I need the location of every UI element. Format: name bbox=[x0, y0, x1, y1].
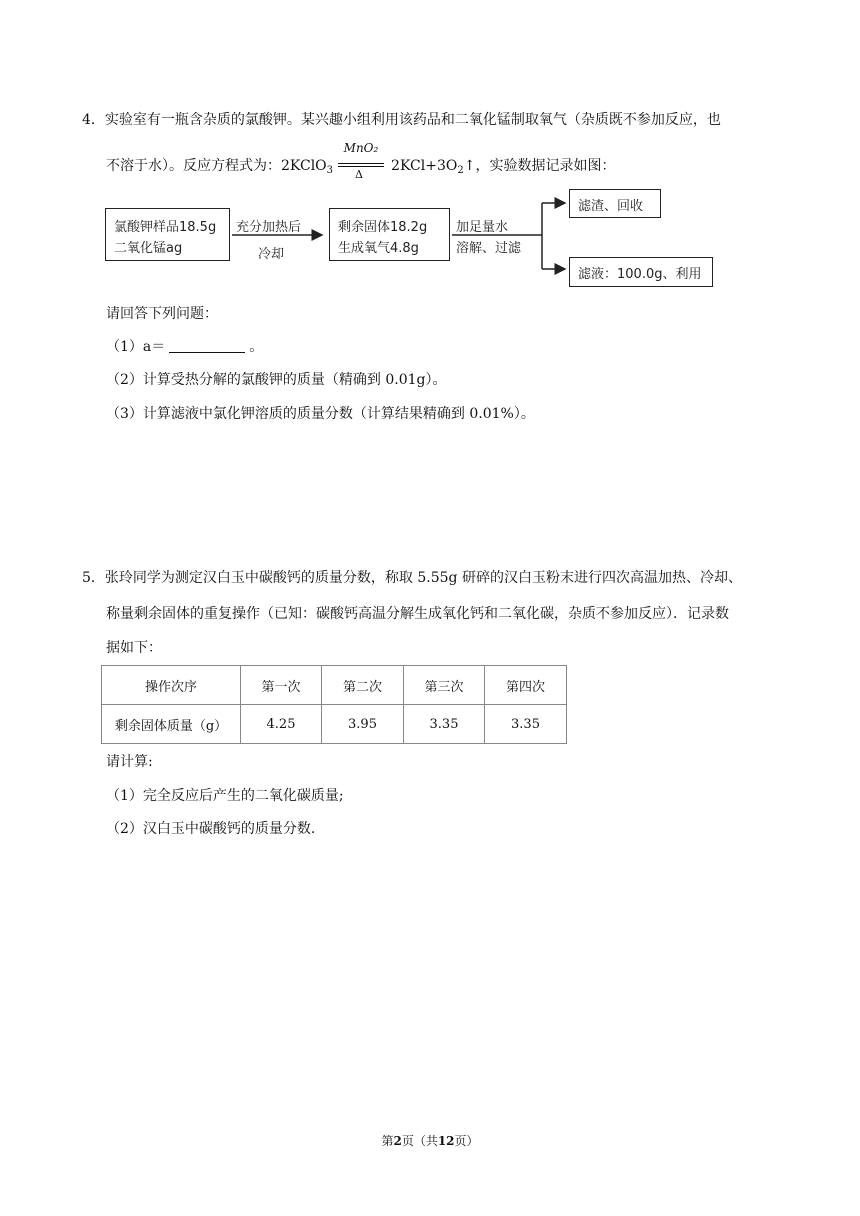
q5-sub2: （2）汉白玉中碳酸钙的质量分数． bbox=[106, 821, 325, 837]
flow-box-sample-line2: 二氧化锰ag bbox=[114, 241, 183, 256]
footer-page-number: 2 bbox=[393, 1134, 402, 1148]
q4-sub1-suffix: 。 bbox=[249, 339, 264, 355]
flow-step2-top: 加足量水 bbox=[456, 220, 509, 235]
flow-box-remaining-line1: 剩余固体18.2g bbox=[338, 220, 428, 235]
flow-box-sample-line1: 氯酸钾样品18.5g bbox=[114, 220, 217, 235]
table-row bbox=[102, 666, 567, 705]
q4-answer-blank[interactable] bbox=[169, 338, 245, 353]
q4-sub1-prefix: （1）a＝ bbox=[106, 339, 166, 355]
table-row-label: 剩余固体质量（g） bbox=[102, 705, 241, 744]
table-header-cell: 操作次序 bbox=[102, 666, 241, 705]
q5-line1 bbox=[82, 568, 742, 588]
q4-eq-sub3: 3 bbox=[326, 165, 334, 176]
q4-prompt: 请回答下列问题： bbox=[106, 306, 218, 322]
footer-pre: 第 bbox=[381, 1134, 394, 1148]
table-cell: 3.95 bbox=[322, 705, 404, 744]
q5-number: 5． bbox=[82, 570, 105, 586]
flow-box-remaining-line2: 生成氧气4.8g bbox=[338, 241, 419, 256]
q4-sub2: （2）计算受热分解的氯酸钾的质量（精确到 0.01g）。 bbox=[106, 372, 447, 388]
page-footer bbox=[0, 1132, 860, 1149]
flow-box-residue bbox=[569, 189, 661, 218]
flow-step1-bottom: 冷却 bbox=[258, 247, 285, 262]
table-cell: 3.35 bbox=[404, 705, 485, 744]
q4-catalyst: MnO₂ bbox=[343, 141, 379, 155]
q5-text-line1: 张玲同学为测定汉白玉中碳酸钙的质量分数，称取 5.55g 研碎的汉白玉粉末进行四次高温加热、冷却、 bbox=[104, 570, 742, 586]
flow-box-remaining bbox=[329, 208, 450, 261]
q4-eq-prefix: 不溶于水）。反应方程式为：2KClO bbox=[106, 158, 327, 174]
q4-number: 4． bbox=[82, 112, 105, 128]
q4-sub1 bbox=[106, 337, 263, 357]
table-header-cell: 第四次 bbox=[485, 666, 567, 705]
q5-prompt: 请计算: bbox=[106, 754, 153, 770]
table-row bbox=[102, 705, 567, 744]
q5-data-table bbox=[101, 665, 567, 744]
flow-box-residue-text: 滤渣、回收 bbox=[578, 199, 644, 214]
table-header-cell: 第三次 bbox=[404, 666, 485, 705]
q4-heat-symbol: Δ bbox=[355, 168, 363, 181]
table-header-cell: 第一次 bbox=[241, 666, 322, 705]
flow-step2-bottom: 溶解、过滤 bbox=[456, 241, 522, 256]
q5-sub1: （1）完全反应后产生的二氧化碳质量; bbox=[106, 788, 344, 804]
flow-box-filtrate-text: 滤液：100.0g、利用 bbox=[578, 267, 702, 282]
q4-eq-suffix: ↑，实验数据记录如图： bbox=[463, 158, 616, 174]
flow-box-filtrate bbox=[569, 257, 713, 287]
footer-total-pages: 12 bbox=[437, 1134, 455, 1148]
flow-step1-top: 充分加热后 bbox=[236, 220, 302, 235]
table-cell: 4.25 bbox=[241, 705, 322, 744]
q5-text-line3: 据如下： bbox=[106, 640, 162, 656]
q4-text-line1: 实验室有一瓶含杂质的氯酸钾。某兴趣小组利用该药品和二氧化锰制取氧气（杂质既不参加反应，也 bbox=[104, 112, 721, 128]
flow-box-sample bbox=[105, 208, 230, 261]
table-header-cell: 第二次 bbox=[322, 666, 404, 705]
q4-sub3: （3）计算滤液中氯化钾溶质的质量分数（计算结果精确到 0.01%）。 bbox=[106, 406, 535, 422]
footer-post: 页） bbox=[454, 1134, 479, 1148]
q4-eq-product: 2KCl+3O bbox=[391, 158, 458, 174]
q5-text-line2: 称量剩余固体的重复操作（已知：碳酸钙高温分解生成氧化钙和二氧化碳，杂质不参加反应）．记录数 bbox=[106, 606, 729, 622]
q4-eq-product-sub: 2 bbox=[457, 165, 464, 176]
footer-mid: 页（共 bbox=[401, 1134, 438, 1148]
table-cell: 3.35 bbox=[485, 705, 567, 744]
